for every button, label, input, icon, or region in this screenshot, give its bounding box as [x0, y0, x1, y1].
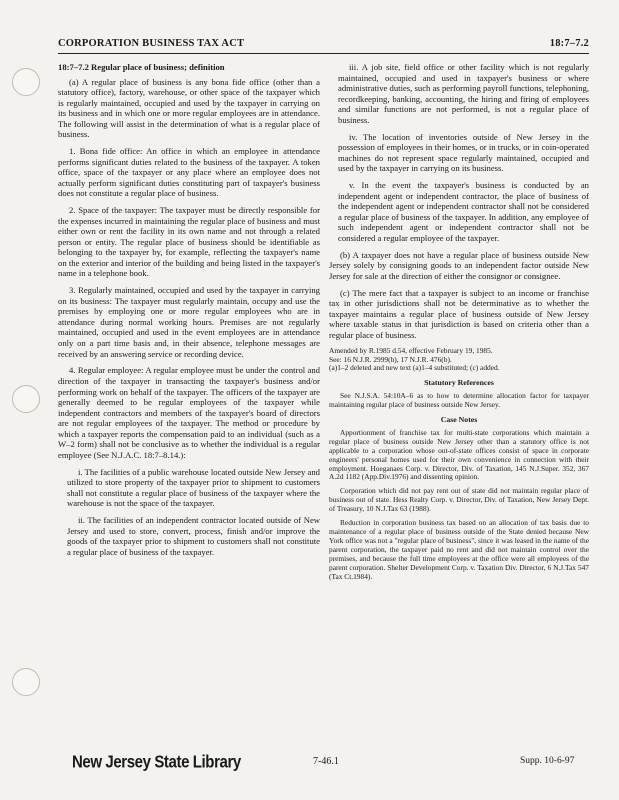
supplement-date: Supp. 10-6-97	[520, 756, 575, 766]
annotations	[329, 347, 589, 582]
running-header	[58, 38, 589, 49]
section-title: 18:7–7.2 Regular place of business; definition	[58, 62, 225, 72]
binder-hole-middle	[12, 385, 40, 413]
case-note-2: Corporation which did not pay rent out of state did not maintain regular place of business out of state. Hess Realty Corp. v. Director, Div. of Taxation, New Jersey Dept. of Treasury, 10 N.J.Tax 63 (1988).	[329, 486, 589, 514]
paragraph-4-i: i. The facilities of a public warehouse located outside New Jersey and utilized to store property of the taxpayer prior to shipment to customers shall not constitute a regular place of business of the taxpayer where the warehouse is not the space of the taxpayer.	[67, 466, 320, 509]
paragraph-b: (b) A taxpayer does not have a regular place of business outside New Jersey solely by consigning goods to an independent factor outside New Jersey for sale at the direction of either the consignor or consignee.	[329, 249, 589, 281]
case-note-1: Apportionment of franchise tax for multi-state corporations which maintain a regular place of business outside New Jersey other than a statutory office is not applicable to a corporation whose out-of-state offices consist of space in corporate engineers' personal homes used for their own convenience in connection with their employment. Hoeganaes Corp. v. Director, Div. of Taxation, 145 N.J.Super. 352, 367 A.2d 1182 (App.Div.1976) and dissenting opinion.	[329, 427, 589, 482]
header-rule	[58, 53, 589, 54]
paragraph-3: 3. Regularly maintained, occupied and used by the taxpayer in carrying on its business: The taxpayer must regularly maintain, occupy and use the premises by employing one or more regular employees who are in attendance during normal working hours. Premises are not regularly maintained, occupied and used in the event employees are in attendance only on a part time basis and, in their absence, telephone messages are received by an answering service or recording device.	[58, 285, 320, 359]
library-logo: New Jersey State Library	[72, 752, 241, 773]
right-column	[329, 62, 589, 586]
left-column	[58, 62, 320, 564]
paragraph-4-iv: iv. The location of inventories outside of New Jersey in the possession of employees in their homes, or in trucks, or in coin-operated machines do not represent space regularly maintained, occupied and used by the taxpayer in carrying on its business.	[338, 131, 589, 174]
statutory-references-text: See N.J.S.A. 54:10A–6 as to how to determine allocation factor for taxpayer maintaining regular place of business outside New Jersey.	[329, 391, 589, 410]
paragraph-4: 4. Regular employee: A regular employee must be under the control and direction of the taxpayer in transacting the taxpayer's business and/or performing work on behalf of the taxpayer. The officers of the taxpayer are generally deemed to be regular employees of the taxpayer while independent contractors and members of the taxpayer's board of directors are not regular employees of the taxpayer. The method or procedure by which a taxpayer reports the compensation paid to an individual (such as a W–2 form) shall not be conclusive as to whether the individual is a regular employee (See N.J.A.C. 18:7–8.14.):	[58, 365, 320, 460]
paragraph-c: (c) The mere fact that a taxpayer is subject to an income or franchise tax in other jurisdictions shall not be determinative as to whether the taxpayer maintains a regular place of business outside of New Jersey where taxable status in that jurisdiction is based on criteria other than a regular place of business.	[329, 287, 589, 340]
header-title: CORPORATION BUSINESS TAX ACT	[58, 38, 245, 49]
paragraph-4-v: v. In the event the taxpayer's business is conducted by an independent agent or independent contractor, the place of business of the independent agent or independent contractor shall not be considered a regular place of business of the taxpayer. In addition, any employee of such independent agent or independent contractor shall not be considered a regular employee of the taxpayer.	[338, 180, 589, 243]
header-section-number: 18:7–7.2	[549, 38, 589, 49]
binder-hole-top	[12, 68, 40, 96]
statutory-references-heading: Statutory References	[424, 378, 494, 388]
paragraph-2: 2. Space of the taxpayer: The taxpayer must be directly responsible for the expenses incurred in maintaining the regular place of business and must either own or rent the facility in its own name and not through a related person or entity. The regular place of business should be identifiable as belonging to the taxpayer by, for example, reflecting the taxpayer's name on the exterior and interior of the building and being listed in the taxpayer's name in a telephone book.	[58, 205, 320, 279]
amendment-note: Amended by R.1985 d.54, effective February 19, 1985. See: 16 N.J.R. 2999(b), 17 N.J.R. 476(b). (a)1–2 deleted and new text (a)1–4 substituted; (c) added.	[329, 345, 500, 373]
paragraph-4-iii: iii. A job site, field office or other facility which is not regularly maintained, occupied and used in taxpayer's business or where administrative duties, such as performing payroll functions, telephoning, recordkeeping, banking, accounting, the hiring and firing of employees and similar functions are not performed, is not a regular place of business.	[338, 62, 589, 125]
binder-hole-bottom	[12, 668, 40, 696]
paragraph-a: (a) A regular place of business is any bona fide office (other than a statutory office), factory, warehouse, or other space of the taxpayer which is regularly maintained, occupied and used by the taxpayer in carrying on its business and in which one or more regular employees are in attendance. The following will assist in the determination of what is a regular place of business.	[58, 76, 320, 140]
case-note-3: Reduction in corporation business tax based on an allocation of tax basis due to maintenance of a regular place of business outside of the State denied because New York office was not a "regular place of business", since it was leased in the name of the parent corporation, the taxpayer paid no rent and did not maintain control over the premises, and because the full time employees at the office were all employees of the parent corporation. Shelter Development Corp. v. Taxation Div. Director, 6 N.J.Tax 547 (Tax Ct.1984).	[329, 518, 589, 581]
page-number: 7-46.1	[313, 756, 339, 767]
paragraph-4-ii: ii. The facilities of an independent contractor located outside of New Jersey and used to store, convert, process, finish and/or improve the goods of the taxpayer prior to shipment to customers shall not constitute a regular place of business of the taxpayer.	[67, 515, 320, 557]
case-notes-heading: Case Notes	[440, 415, 478, 425]
paragraph-1: 1. Bona fide office: An office in which an employee in attendance performs significant duties related to the business of the taxpayer. A token office, space of the taxpayer or any place where an employee does not actually perform significant duties constituting part of taxpayer's business does not constitute a regular place of business.	[58, 146, 320, 199]
